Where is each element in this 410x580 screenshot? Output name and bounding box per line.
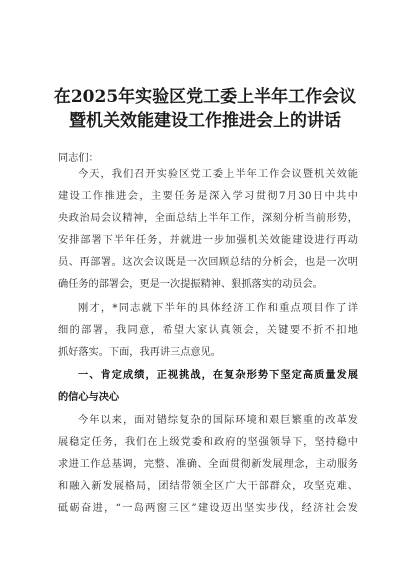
salutation: 同志们： (58, 153, 99, 164)
section-heading: 一、肯定成绩，正视挑战，在复杂形势下坚定高质量发展 (78, 369, 358, 381)
paragraph-line: 细的部署，我同意，希望大家认真领会，关键要不折不扣地 (58, 325, 358, 336)
document-title-line-2: 暨机关效能建设工作推进会上的讲话 (69, 111, 341, 131)
paragraph-line: 刚才，*同志就下半年的具体经济工作和重点项目作了详 (78, 303, 358, 314)
paragraph-line: 今天，我们召开实验区党工委上半年工作会议暨机关效能 (78, 169, 358, 180)
paragraph-line: 抓好落实。下面，我再讲三点意见。 (58, 347, 221, 358)
paragraph-line: 员、再部署。这次会议既是一次回顾总结的分析会，也是一次明 (58, 257, 358, 268)
document-title-line-1: 在2025年实验区党工委上半年工作会议 (53, 87, 357, 107)
paragraph-line: 展稳定任务，我们在上级党委和政府的坚强领导下，坚持稳中 (58, 437, 358, 448)
paragraph-line: 确任务的部署会，更是一次提振精神、狠抓落实的动员会。 (58, 279, 323, 290)
paragraph-line: 和融入新发展格局，团结带领全区广大干部群众，攻坚克难、 (58, 481, 358, 492)
paragraph-line: 砥砺奋进，“一岛两窗三区”建设迈出坚实步伐，经济社会发 (58, 503, 358, 514)
paragraph-line: 央政治局会议精神，全面总结上半年工作，深刻分析当前形势， (58, 213, 358, 224)
section-heading: 的信心与决心 (58, 391, 120, 403)
paragraph-line: 今年以来，面对错综复杂的国际环境和艰巨繁重的改革发 (78, 415, 358, 426)
paragraph-line: 建设工作推进会，主要任务是深入学习贯彻7月30日中共中 (58, 191, 358, 202)
paragraph-line: 求进工作总基调，完整、准确、全面贯彻新发展理念，主动服务 (58, 459, 358, 470)
paragraph-line: 安排部署下半年任务，并就进一步加强机关效能建设进行再动 (58, 235, 358, 246)
